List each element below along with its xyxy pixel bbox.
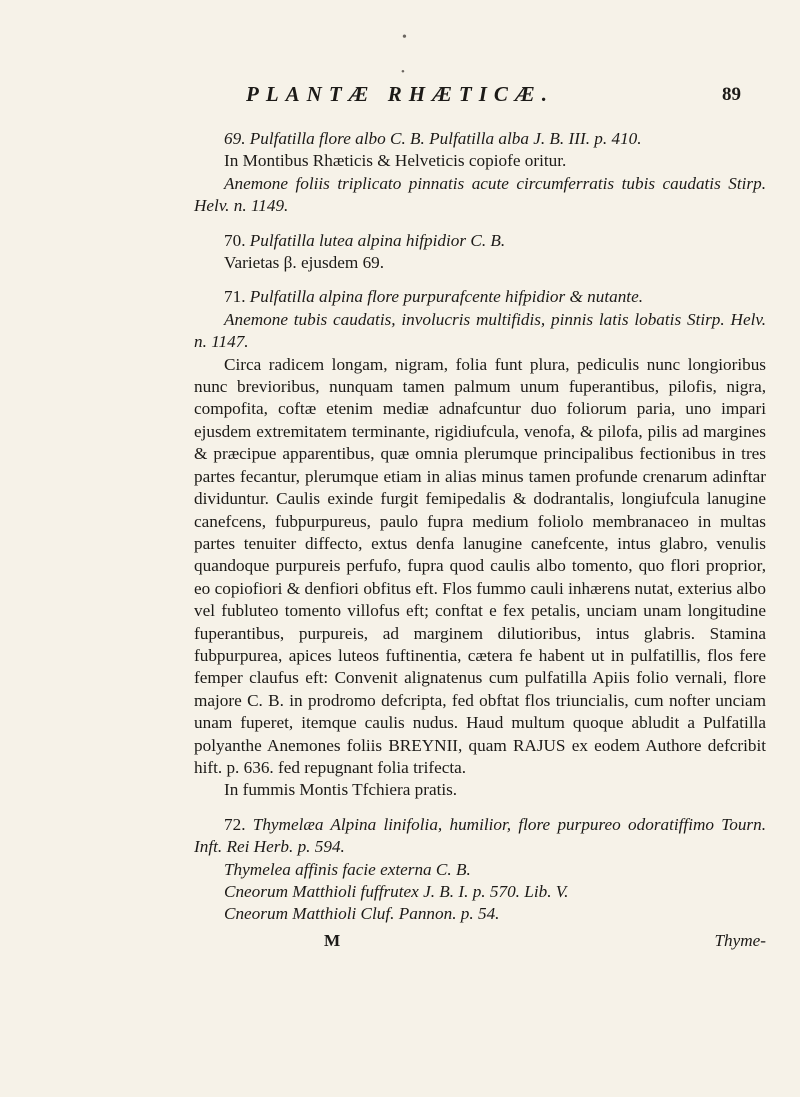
print-speck: • bbox=[401, 66, 405, 78]
entry-line: Thymelea affinis facie externa C. B. bbox=[224, 859, 471, 879]
page-number: 89 bbox=[722, 84, 741, 105]
entry-title bbox=[194, 814, 766, 859]
entry-title bbox=[194, 286, 766, 308]
entry-line: Anemone tubis caudatis, involucris multifidis, pinnis latis lobatis Stirp. Helv. n. 1147. bbox=[194, 309, 766, 352]
signature-mark: M bbox=[324, 930, 341, 950]
entry-number: 70. bbox=[224, 230, 246, 250]
entry-title-text: Pulfatilla alpina flore purpurafcente hifpidior & nutante. bbox=[249, 287, 644, 307]
entry-description: Circa radicem longam, nigram, folia funt plura, pediculis nunc longioribus nunc brevioribus, nunquam tamen palmum unum fuperantibus, pilofis, nigra, compofita, coftæ etenim mediæ adnafcuntur duo foliorum paria, uno impari ejusdem extremitatem terminante, rigidiufcula, venofa, & pilofa, pilis ad margines & præcipue apparentibus, quæ omnia plerumque principalibus fectionibus in tres partes fecantur, plerumque etiam in alias minus tamen profunde crenarum adinftar dividuntur. Caulis exinde furgit femipedalis & dodrantalis, longiufcula lanugine canefcens, fubpurpureus, paulo fupra medium foliolo membranaceo in multas partes tenuiter diffecto, extus denfa lanugine canefcente, intus glabro, venulis quandoque purpureis perfufo, fupra quod caulis albo tomento, quo flori proprior, eo copiofiori & denfiori obfitus eft. Flos fummo cauli inhærens nutat, exterius albo vel fubluteo tomento villofus eft; conftat e fex petalis, unciam unam longitudine fuperantibus, purpureis, ad marginem dilutioribus, intus glabris. Stamina fubpurpurea, apices luteos fuftinentia, cætera fe habent ut in pulfatillis, flos fere femper claufus eft: Convenit alignatenus cum pulfatilla Apiis folio vernali, flore majore C. B. in prodromo defcripta, fed obftat flos triuncialis, cum nofter unciam unam fuperet, itemque caulis nudus. Haud multum quoque abludit a Pulfatilla polyanthe Anemones foliis BREYNII, quam RAJUS ex eodem Authore defcribit hift. p. 636. fed repugnant folia trifecta. bbox=[194, 354, 766, 777]
entry-number: 71. bbox=[224, 287, 246, 307]
entry-number: 69. bbox=[224, 129, 246, 148]
catchword: Thyme- bbox=[714, 930, 766, 950]
entry-line: Anemone foliis triplicato pinnatis acute circumferratis tubis caudatis Stirp. Helv. n. 1149. bbox=[194, 173, 766, 216]
entry-line: Varietas β. ejusdem 69. bbox=[224, 253, 385, 273]
entry-locality: In fummis Montis Tfchiera pratis. bbox=[224, 780, 458, 800]
print-speck: • bbox=[402, 30, 407, 45]
entry-title bbox=[194, 230, 766, 252]
entry-title-text: Pulfatilla flore albo C. B. Pulfatilla alba J. B. III. p. 410. bbox=[249, 129, 642, 148]
page-footer bbox=[194, 930, 766, 952]
entry-line: Cneorum Matthioli fuffrutex J. B. I. p. 570. Lib. V. bbox=[224, 882, 569, 901]
entry-number: 72. bbox=[224, 814, 246, 834]
entry-title bbox=[194, 128, 766, 150]
page-body bbox=[194, 128, 766, 952]
entry-line: Cneorum Matthioli Cluf. Pannon. p. 54. bbox=[224, 904, 500, 924]
entry-title-text: Pulfatilla lutea alpina hifpidior C. B. bbox=[249, 230, 506, 250]
entry-title-text: Thymelæa Alpina linifolia, humilior, flore purpureo odoratiffimo Tourn. Inft. Rei Herb. p. 594. bbox=[194, 814, 767, 857]
running-title: PLANTÆ RHÆTICÆ. bbox=[246, 82, 554, 106]
entry-line: In Montibus Rhæticis & Helveticis copiofe oritur. bbox=[224, 151, 567, 171]
